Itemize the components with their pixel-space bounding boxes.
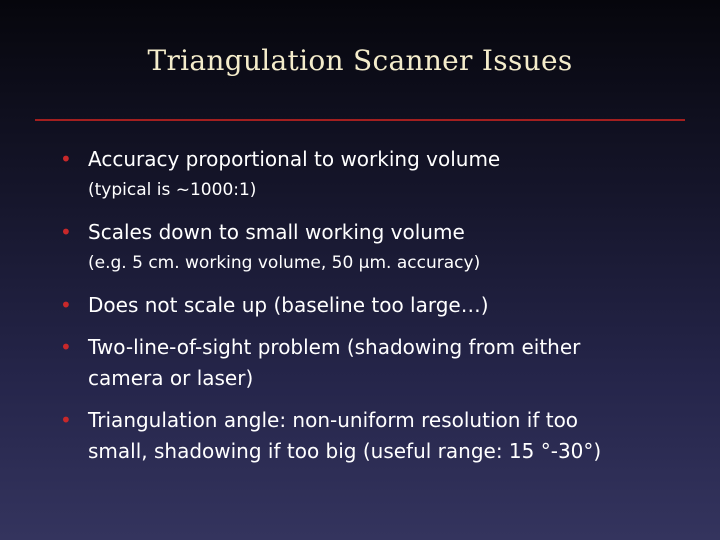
title-divider	[35, 119, 685, 121]
bullet-text: Two-line-of-sight problem (shadowing from either	[88, 335, 581, 359]
bullet-item	[60, 217, 690, 279]
bullet-text-continued: camera or laser)	[88, 366, 254, 390]
bullet-subtext: (e.g. 5 cm. working volume, 50 µm. accuracy)	[88, 253, 481, 273]
bullet-text: Accuracy proportional to working volume	[88, 147, 501, 171]
bullet-marker: •	[60, 408, 72, 432]
bullet-text-continued: small, shadowing if too big (useful range: 15 °-30°)	[88, 439, 602, 463]
bullet-marker: •	[60, 293, 72, 317]
bullet-marker: •	[60, 147, 72, 171]
bullet-text: Scales down to small working volume	[88, 220, 465, 244]
slide-title: Triangulation Scanner Issues	[147, 44, 573, 77]
bullet-subtext: (typical is ~1000:1)	[88, 180, 257, 200]
bullet-list	[60, 144, 690, 478]
bullet-text: Does not scale up (baseline too large…)	[88, 293, 489, 317]
bullet-item	[60, 290, 690, 321]
bullet-marker: •	[60, 220, 72, 244]
bullet-item	[60, 405, 690, 467]
bullet-text: Triangulation angle: non-uniform resolution if too	[88, 408, 579, 432]
bullet-marker: •	[60, 335, 72, 359]
bullet-item	[60, 332, 690, 394]
bullet-item	[60, 144, 690, 206]
